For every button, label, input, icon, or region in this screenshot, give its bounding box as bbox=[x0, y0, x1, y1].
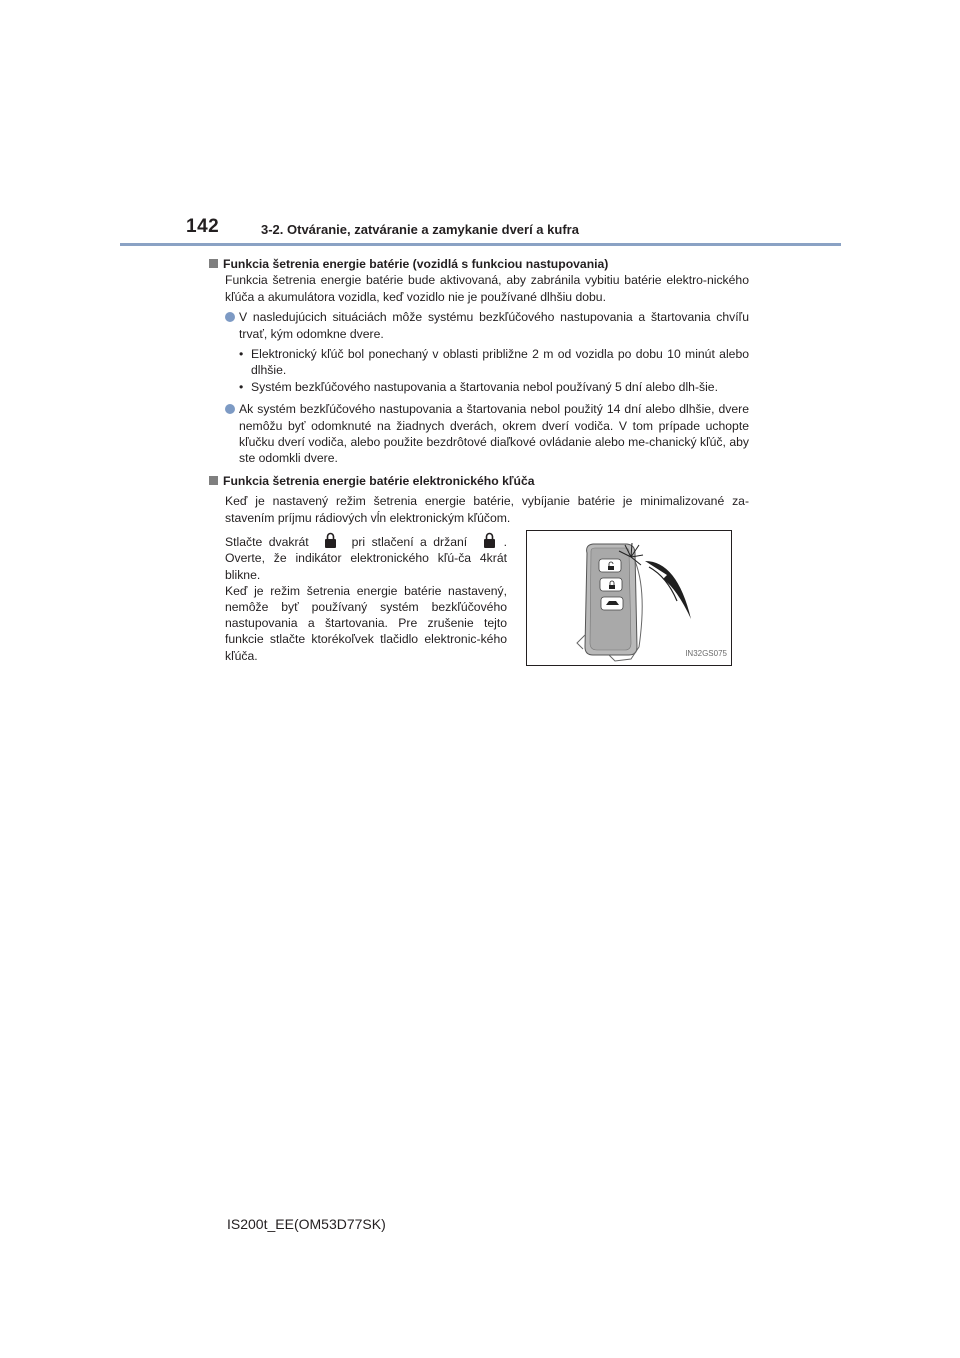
square-marker-icon bbox=[209, 259, 218, 268]
lock-icon bbox=[315, 532, 345, 550]
section-title: Funkcia šetrenia energie batérie elektronického kľúča bbox=[223, 473, 535, 488]
page-number: 142 bbox=[186, 216, 220, 237]
instruction-text bbox=[225, 532, 507, 664]
bullet-item bbox=[209, 401, 749, 467]
sub-marker: • bbox=[239, 347, 244, 362]
lock-icon bbox=[474, 532, 504, 550]
sub-text: Elektronický kľúč bol ponechaný v oblasti približne 2 m od vozidla po dobu 10 minút alebo dlhšie. bbox=[251, 347, 749, 378]
section-heading bbox=[209, 473, 749, 489]
section-heading bbox=[209, 256, 749, 272]
manual-code: IS200t_EE(OM53D77SK) bbox=[227, 1216, 386, 1232]
sub-marker: • bbox=[239, 379, 244, 394]
instruction-part: pri stlačení a držaní bbox=[351, 535, 468, 550]
square-marker-icon bbox=[209, 476, 218, 485]
header-divider bbox=[120, 243, 841, 246]
figure-code: IN32GS075 bbox=[685, 648, 727, 658]
section-title: Funkcia šetrenia energie batérie (vozidlá s funkciou nastupovania) bbox=[223, 257, 609, 271]
instruction-part: Stlačte dvakrát bbox=[225, 535, 309, 550]
bullet-text: Ak systém bezkľúčového nastupovania a štartovania nebol použitý 14 dní alebo dlhšie, dvere nemôžu byť odomknuté na žiadnych dverách, okrem dverí vodiča. V tom prípade uchopte kľučku dverí vodiča, alebo použite bezdrôtové diaľkové ovládanie alebo me-chanický kľúč, aby ste odomkli dvere. bbox=[239, 402, 749, 466]
bullet-dot-icon bbox=[225, 312, 235, 322]
bullet-item bbox=[209, 309, 749, 342]
sub-item bbox=[209, 379, 749, 395]
key-fob-figure bbox=[526, 530, 732, 666]
bullet-dot-icon bbox=[225, 404, 235, 414]
instruction-part: Keď je režim šetrenia energie batérie nastavený, nemôže byť používaný systém bezkľúčového nastupovania a štartovania. Pre zrušenie tejto funkcie stlačte ktorékoľvek tlačidlo elektronic-kého kľúča. bbox=[225, 583, 507, 663]
sub-text: Systém bezkľúčového nastupovania a štartovania nebol používaný 5 dní alebo dlh-šie. bbox=[251, 379, 718, 394]
page-content bbox=[209, 256, 749, 682]
instruction-part: . Overte, že indikátor elektronického kľú-ča 4krát blikne. bbox=[225, 535, 507, 582]
instruction-block bbox=[209, 532, 749, 682]
paragraph: Funkcia šetrenia energie batérie bude aktivovaná, aby zabránila vybitiu batérie elektro-nického kľúča a akumulátora vozidla, keď vozidlo nie je používané dlhšiu dobu. bbox=[225, 273, 749, 304]
sub-item bbox=[209, 346, 749, 379]
chapter-title: 3-2. Otváranie, zatváranie a zamykanie dverí a kufra bbox=[261, 222, 579, 237]
paragraph: Keď je nastavený režim šetrenia energie batérie, vybíjanie batérie je minimalizované za-stavením príjmu rádiových vĺn elektronickým kľúčom. bbox=[225, 494, 749, 525]
bullet-text: V nasledujúcich situáciách môže systému bezkľúčového nastupovania a štartovania chvíľu trvať, kým odomkne dvere. bbox=[239, 310, 749, 341]
